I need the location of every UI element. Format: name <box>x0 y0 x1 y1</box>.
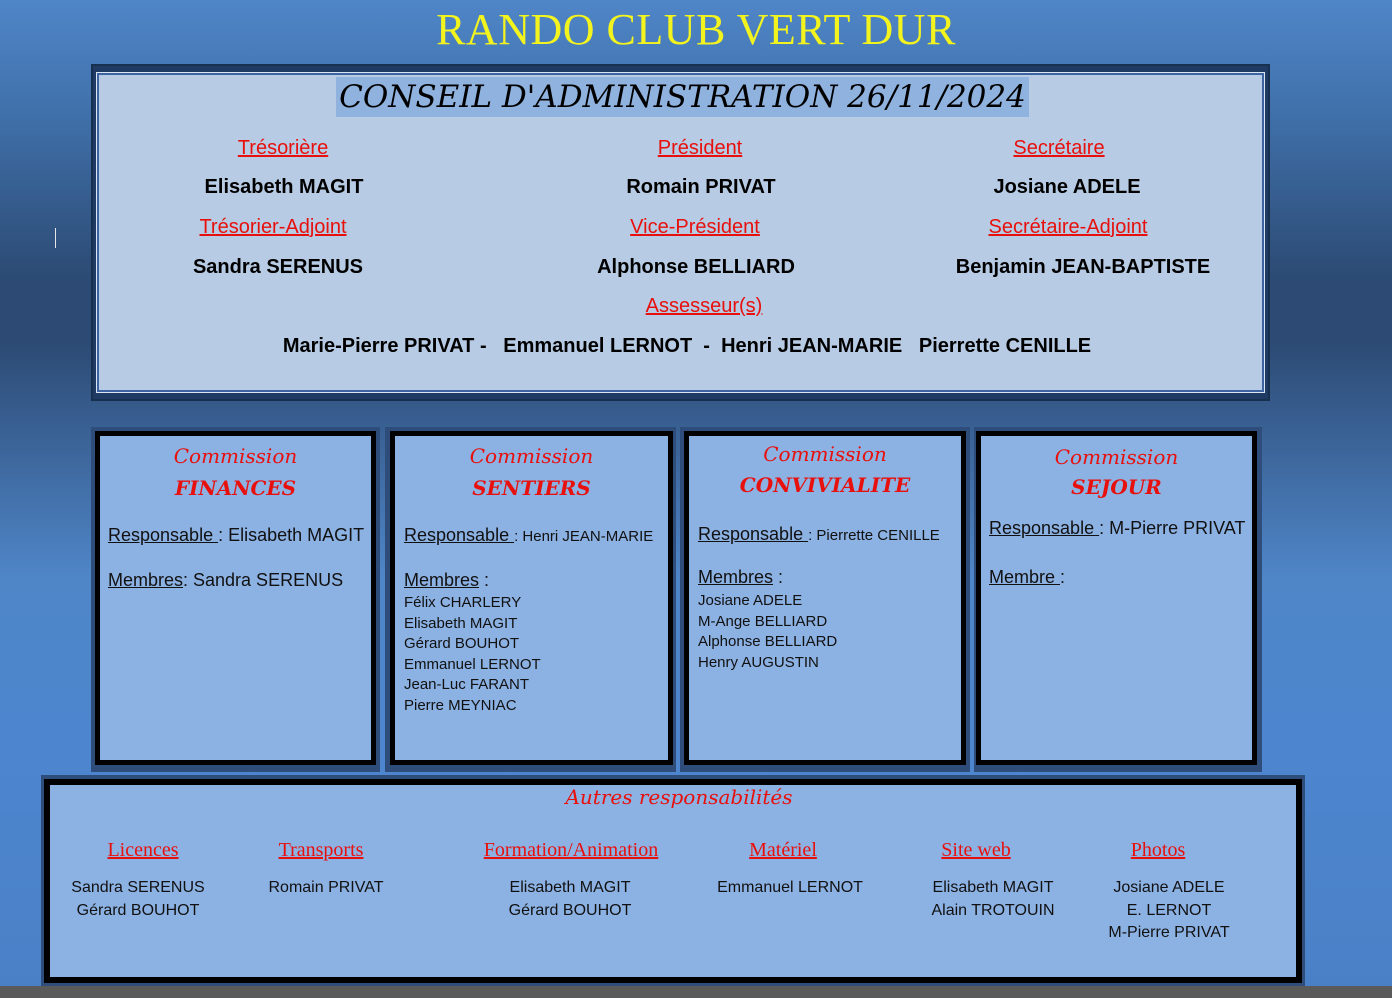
commission-finances <box>95 431 376 765</box>
person-tresorier-adjoint: Sandra SERENUS <box>192 256 364 278</box>
member-name: Pierre MEYNIAC <box>404 696 517 714</box>
role-president: Président <box>657 137 743 159</box>
members-label: Membres <box>108 570 184 590</box>
convivialite-responsable-line <box>698 524 940 545</box>
category-site-web: Site web <box>941 839 1011 861</box>
member-name: M-Ange BELLIARD <box>698 612 828 630</box>
sentiers-members-line <box>404 570 489 591</box>
commission-finances-title: Commission <box>173 444 298 468</box>
person-secretaire-adjoint: Benjamin JEAN-BAPTISTE <box>955 256 1211 278</box>
person-name: Alain TROTOUIN <box>931 901 1055 919</box>
member-name: Jean-Luc FARANT <box>404 676 530 693</box>
sentiers-responsable: : Henri JEAN-MARIE <box>514 528 654 545</box>
convivialite-members-line <box>698 567 783 588</box>
finances-members-inline: : Sandra SERENUS <box>183 570 344 590</box>
category-transports: Transports <box>278 839 364 861</box>
person-name: M-Pierre PRIVAT <box>1108 924 1230 941</box>
members-label: Membre <box>989 567 1061 587</box>
commission-sentiers <box>390 431 673 765</box>
person-vice-president: Alphonse BELLIARD <box>597 256 795 278</box>
responsable-label: Responsable <box>698 524 809 544</box>
role-secretaire: Secrétaire <box>1013 137 1105 159</box>
person-name: Elisabeth MAGIT <box>509 879 631 896</box>
assessors-list: Marie-Pierre PRIVAT - Emmanuel LERNOT - Henri JEAN-MARIE Pierrette CENILLE <box>282 335 1092 357</box>
category-transports-people <box>269 877 384 900</box>
person-name: Sandra SERENUS <box>71 879 205 896</box>
member-name: Félix CHARLERY <box>404 594 522 611</box>
commission-finances-subtitle: FINANCES <box>174 476 297 500</box>
category-materiel-people <box>717 877 863 900</box>
commission-convivialite-title: Commission <box>763 442 887 466</box>
member-name: Alphonse BELLIARD <box>698 633 838 650</box>
category-photos-people <box>1108 877 1229 945</box>
category-formation-people <box>509 877 632 922</box>
sentiers-responsable-line <box>404 525 653 546</box>
commission-sentiers-title: Commission <box>469 444 594 468</box>
category-siteweb-people <box>932 877 1055 922</box>
person-secretaire: Josiane ADELE <box>993 176 1141 198</box>
member-name: Elisabeth MAGIT <box>404 614 518 632</box>
text-cursor <box>55 228 56 248</box>
commission-sentiers-subtitle: SENTIERS <box>472 476 591 500</box>
role-assesseurs: Assesseur(s) <box>645 295 763 317</box>
person-name: E. LERNOT <box>1126 901 1212 919</box>
responsable-label: Responsable <box>989 518 1100 538</box>
person-name: Gérard BOUHOT <box>76 901 200 919</box>
person-name: Romain PRIVAT <box>268 879 384 896</box>
role-secretaire-adjoint: Secrétaire-Adjoint <box>988 216 1148 238</box>
role-tresorier-adjoint: Trésorier-Adjoint <box>199 216 347 238</box>
club-title: RANDO CLUB VERT DUR <box>436 5 956 54</box>
category-licences-people <box>71 877 204 922</box>
member-name: Josiane ADELE <box>698 592 803 609</box>
other-responsibilities-title: Autres responsabilités <box>565 785 793 809</box>
sentiers-members-inline: : <box>479 570 490 590</box>
board-title-wrap <box>99 77 1266 117</box>
convivialite-responsable: : Pierrette CENILLE <box>808 527 940 544</box>
category-materiel: Matériel <box>749 839 817 861</box>
commission-sejour-title: Commission <box>1054 445 1179 469</box>
responsable-label: Responsable <box>108 525 219 545</box>
sejour-members-inline: : <box>1060 567 1066 587</box>
sentiers-members-list <box>404 593 541 716</box>
other-responsibilities-panel <box>44 779 1302 983</box>
category-photos: Photos <box>1130 839 1186 861</box>
person-name: Gérard BOUHOT <box>508 901 632 919</box>
board-title: CONSEIL D'ADMINISTRATION 26/11/2024 <box>336 77 1029 117</box>
board-panel <box>97 73 1264 392</box>
category-formation-animation: Formation/Animation <box>483 839 659 861</box>
members-label: Membres <box>404 570 480 590</box>
sejour-responsable: : M-Pierre PRIVAT <box>1099 518 1246 538</box>
person-tresoriere: Elisabeth MAGIT <box>204 176 364 198</box>
finances-responsable-line <box>108 525 364 546</box>
category-licences: Licences <box>107 839 179 861</box>
finances-responsable: : Elisabeth MAGIT <box>218 525 365 545</box>
finances-members-line <box>108 570 343 591</box>
window-bottom-bar <box>0 986 1392 998</box>
person-president: Romain PRIVAT <box>626 176 776 198</box>
sejour-responsable-line <box>989 518 1245 539</box>
person-name: Josiane ADELE <box>1113 879 1225 896</box>
responsable-label: Responsable <box>404 525 515 545</box>
commission-sejour <box>976 431 1257 765</box>
convivialite-members-list <box>698 591 837 673</box>
member-name: Henry AUGUSTIN <box>698 653 819 671</box>
convivialite-members-inline: : <box>773 567 784 587</box>
member-name: Emmanuel LERNOT <box>404 655 541 673</box>
person-name: Elisabeth MAGIT <box>932 879 1054 896</box>
commission-sejour-subtitle: SEJOUR <box>1071 475 1162 499</box>
commission-convivialite <box>684 431 966 765</box>
person-name: Emmanuel LERNOT <box>717 879 863 896</box>
role-tresoriere: Trésorière <box>237 137 329 159</box>
commission-convivialite-subtitle: CONVIVIALITE <box>739 473 911 497</box>
sejour-members-line <box>989 567 1065 588</box>
members-label: Membres <box>698 567 774 587</box>
role-vice-president: Vice-Président <box>630 216 760 238</box>
member-name: Gérard BOUHOT <box>404 635 520 652</box>
